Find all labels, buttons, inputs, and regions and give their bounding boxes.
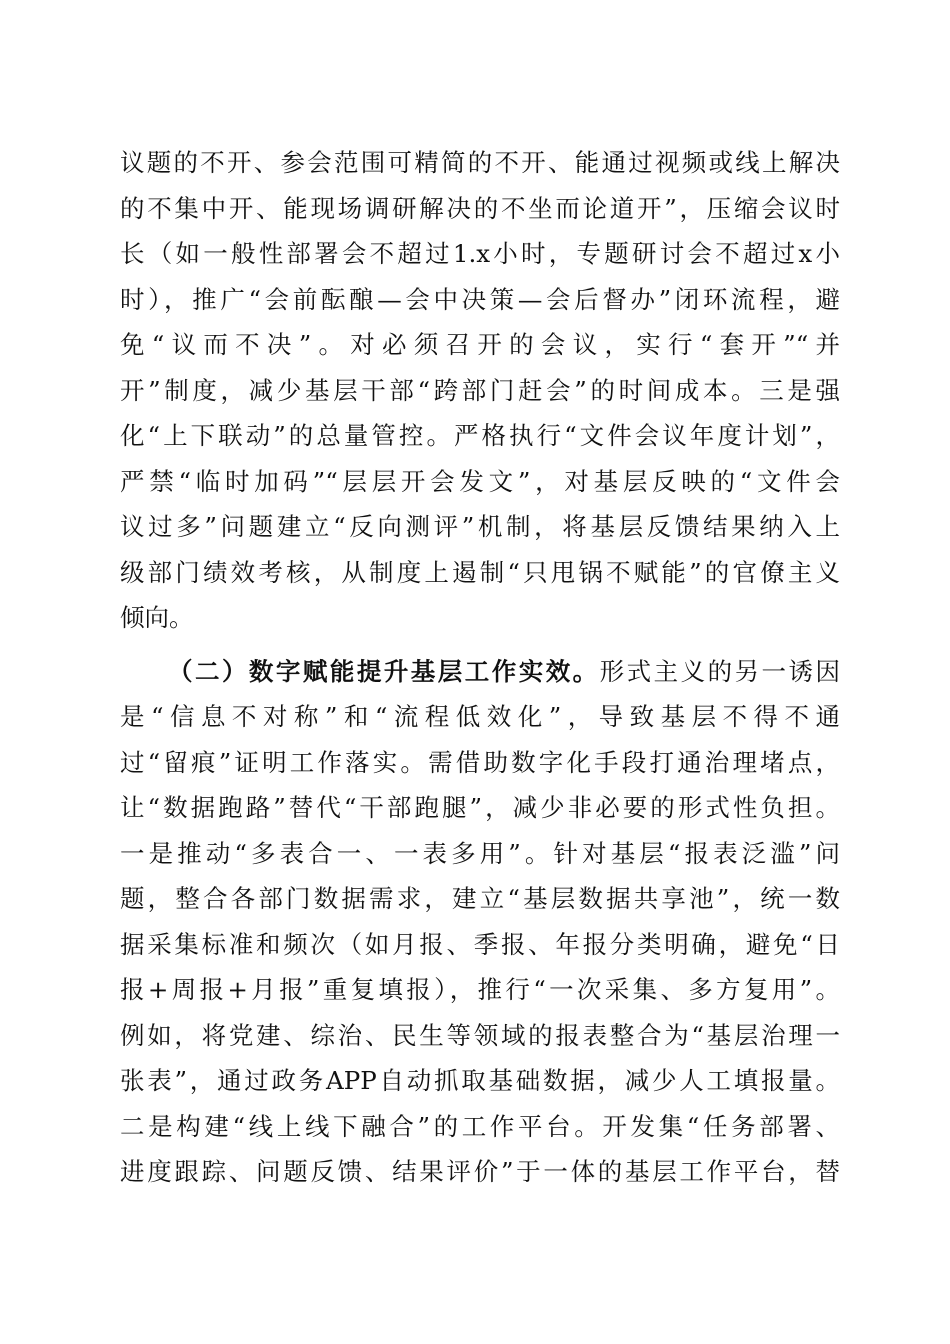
text-line: 长（如一般性部署会不超过1.x小时，专题研讨会不超过x小 [120, 239, 840, 268]
text-line: 倾向。 [120, 603, 194, 632]
paragraph-1 [120, 140, 840, 641]
text-line: 张表”，通过政务APP自动抓取基础数据，减少人工填报量。 [120, 1066, 840, 1095]
text-line: 据采集标准和频次（如月报、季报、年报分类明确，避免“日 [120, 929, 840, 959]
text-line: 进度跟踪、问题反馈、结果评价”于一体的基层工作平台，替 [120, 1157, 840, 1186]
text-line: 级部门绩效考核，从制度上遏制“只甩锅不赋能”的官僚主义 [120, 557, 840, 587]
text-line: 议过多”问题建立“反向测评”机制，将基层反馈结果纳入上 [120, 512, 840, 541]
paragraph-2-first-line [120, 649, 840, 695]
text-line: 严禁“临时加码”“层层开会发文”，对基层反映的“文件会 [120, 466, 840, 496]
text-line: 过“留痕”证明工作落实。需借助数字化手段打通治理堵点， [120, 747, 840, 777]
text-line: 免“议而不决”。对必须召开的会议，实行“套开”“并 [120, 330, 840, 359]
paragraph-2 [120, 649, 840, 1195]
text-line: 时），推广“会前酝酿—会中决策—会后督办”闭环流程，避 [120, 284, 840, 314]
section-heading: （二）数字赋能提升基层工作实效。 [168, 656, 600, 686]
text-line: 例如，将党建、综治、民生等领域的报表整合为“基层治理一 [120, 1020, 840, 1050]
text-line: 化“上下联动”的总量管控。严格执行“文件会议年度计划”， [120, 421, 840, 450]
text-line: 的不集中开、能现场调研解决的不坐而论道开”，压缩会议时 [120, 193, 840, 223]
text-line: 是“信息不对称”和“流程低效化”，导致基层不得不通 [120, 702, 840, 731]
text-line: 开”制度，减少基层干部“跨部门赶会”的时间成本。三是强 [120, 375, 840, 405]
text-line: 题，整合各部门数据需求，建立“基层数据共享池”，统一数 [120, 884, 840, 913]
text-line: 议题的不开、参会范围可精简的不开、能通过视频或线上解决 [120, 148, 840, 177]
text-line: 让“数据跑路”替代“干部跑腿”，减少非必要的形式性负担。 [120, 793, 840, 822]
paragraph-gap [120, 641, 840, 649]
text-run: 形式主义的另一诱因 [599, 656, 841, 686]
text-line: 二是构建“线上线下融合”的工作平台。开发集“任务部署、 [120, 1111, 840, 1141]
body-text [120, 140, 840, 1195]
text-line: 报+周报+月报”重复填报），推行“一次采集、多方复用”。 [120, 975, 840, 1004]
text-line: 一是推动“多表合一、一表多用”。针对基层“报表泛滥”问 [120, 838, 840, 868]
